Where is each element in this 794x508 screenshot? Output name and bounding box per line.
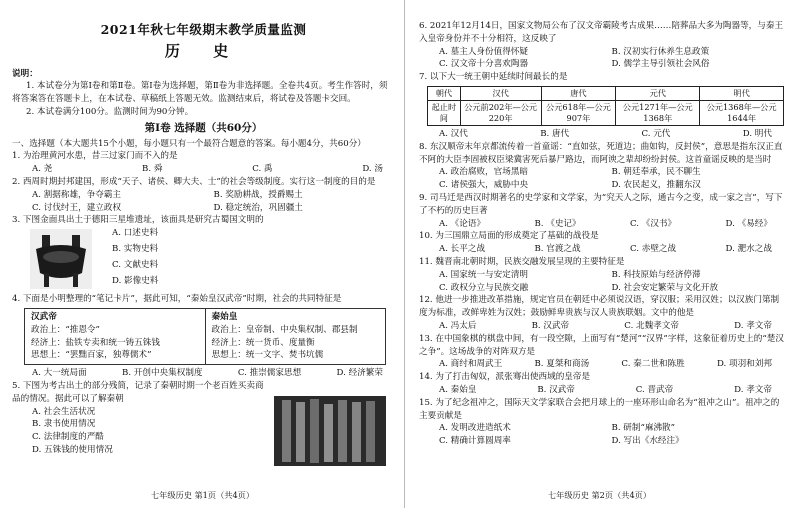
option-d: D. 五铢钱的使用情况 [32,444,113,455]
question-8-options [419,166,784,192]
option-c: C. 赤壁之战 [630,244,677,255]
option-b: B. 实物史料 [112,244,159,255]
question-7-options [419,128,784,141]
option-c: C. 北魏孝文帝 [624,320,679,331]
option-c: C. 精确计算圆周率 [439,436,511,447]
option-c: C. 政权分立与民族交融 [439,282,529,293]
option-b: B. 开创中央集权制度 [122,368,203,379]
note-1: 1. 本试卷分为第Ⅰ卷和第Ⅱ卷。第Ⅰ卷为选择题，第Ⅱ卷为非选择题。全卷共4页。考生作答时，须将答案答在答题卡上，在本试卷、草稿纸上答题无效。监测结束后，将试卷及答题卡交回。 [12,81,388,105]
question-12-stem: 12. 他进一步推进改革措施，规定官员在朝廷中必须说汉语，穿汉服；采用汉姓；以汉族门第制度为标准，改鲜卑姓为汉姓；鼓励鲜卑贵族与汉人贵族联姻。文中的他是 [419,295,780,319]
option-d: D. 孝文帝 [734,320,772,331]
option-b: B. 唐代 [540,128,570,139]
card-line: 政治上：“推恩令” [31,324,100,335]
question-4-stem: 4. 下面是小明整理的“笔记卡片”，据此可知，“秦始皇汉武帝”时期，社会的共同特征是 [12,294,342,305]
option-d: D. 《易经》 [725,218,772,229]
option-d: D. 孝文帝 [734,384,772,395]
option-a: A. 大一统局面 [32,368,87,379]
bamboo-slips-image [274,396,386,466]
table-header-row [428,86,784,100]
question-5 [12,380,395,468]
note-card-1 [25,309,205,364]
option-c: C. 《汉书》 [630,218,677,229]
question-5-stem: 5. 下图为考古出土的部分残简，记录了秦朝时期一个老百姓买卖商品的情况。据此可以了解秦朝 [12,380,264,404]
section-intro: 一、选择题（本大题共15个小题，每小题只有一个最符合题意的答案。每小题4分，共60分） [12,138,366,149]
question-3-options [112,227,252,291]
option-c: C. 讨伐纣王，建立政权 [32,202,122,213]
question-14-stem: 14. 为了打击匈奴，派张骞出使西域的皇帝是 [419,372,591,383]
option-b: B. 研制“麻沸散” [611,423,676,434]
option-c: C. 元代 [641,128,671,139]
section-title: 第Ⅰ卷 选择题（共60分） [144,121,263,134]
option-d: D. 影像史料 [112,276,159,287]
option-b: B. 汉武帝 [531,320,570,331]
option-a: A. 发明改进造纸术 [439,423,511,434]
option-d: D. 稳定统治，巩固疆土 [213,202,303,213]
option-a: A. 政治腐败，官场黑暗 [439,167,529,178]
table-header-cell: 元代 [616,86,700,100]
option-b: B. 朝廷奉承，民不聊生 [611,167,701,178]
question-8-stem: 8. 东汉顺帝末年京都流传着一首童谣：“直如弦，死道边；曲如钩，反封侯”，意思是指东汉正直不阿的大臣李固被权臣梁冀害死后暴尸路边，而阿谀之辈却纷纷封侯。这首童谣反映的是当时 [419,141,783,165]
question-9-stem: 9. 司马迁是西汉时期著名的史学家和文学家，为“究天人之际，通古今之变，成一家之言”，写下了不朽的历史巨著 [419,192,783,216]
option-a: A. 尧 [32,164,53,175]
option-a: A. 《论语》 [439,218,486,229]
option-d: D. 社会安定繁荣与文化开放 [611,282,719,293]
option-c: C. 晋武帝 [635,384,674,395]
exam-title: 2021年秋七年级期末教学质量监测 [100,22,307,37]
option-c: C. 诸侯强大，威胁中央 [439,180,529,191]
question-7-stem: 7. 以下大一统王朝中延续时间最长的是 [419,72,568,83]
question-4-options [12,367,395,380]
option-b: B. 舜 [142,164,163,175]
question-13-options [419,358,784,371]
question-10-options [419,243,784,256]
question-14-options [419,384,784,397]
question-6-stem: 6. 2021年12月14日，国家文物局公布了汉文帝霸陵考古成果……陪葬品大多为陶器等，与秦王入皇帝身份并不十分相符，这反映了 [419,21,784,44]
option-d: D. 写出《水经注》 [611,436,684,447]
option-a: A. 割据称雄，争夺霸主 [32,189,122,200]
option-a: A. 商纣和周武王 [439,359,503,370]
question-12-options [419,320,784,333]
option-c: C. 文献史料 [112,260,159,271]
page-footer: 七年级历史 第2页（共4页） [547,490,652,501]
option-b: B. 汉武帝 [537,384,575,395]
question-11-options [419,269,784,295]
card-line: 经济上：盐铁专卖和统一铸五铢钱 [31,337,160,348]
option-c: C. 禹 [252,164,273,175]
option-a: A. 汉代 [439,128,468,139]
question-15-stem: 15. 为了纪念祖冲之，国际天文学家联合会把月球上的一座环形山命名为“祖冲之山”。祖冲之的主要贡献是 [419,397,780,421]
question-6-options [419,46,784,72]
card-line: 思想上：“罢黜百家，独尊儒术” [31,350,152,361]
option-d: D. 经济繁荣 [336,368,383,379]
question-3-stem: 3. 下图金面具出土于德阳三星堆遗址，该面具是研究古蜀国文明的 [12,215,264,226]
table-header-cell: 朝代 [428,86,461,100]
question-1-stem: 1. 为治理黄河水患，昔三过家门而不入的是 [12,151,178,162]
option-c: C. 汉文帝十分喜欢陶器 [439,59,529,70]
option-d: D. 明代 [742,128,772,139]
option-d: D. 儒学主导引领社会风俗 [611,59,710,70]
option-d: D. 汤 [362,164,383,175]
question-2-options [12,189,395,215]
card-line: 政治上：皇帝制、中央集权制、郡县制 [211,324,358,335]
subject-title: 历 史 [164,41,243,60]
table-header-cell: 明代 [700,86,784,100]
option-c: C. 法律制度的严酷 [32,432,104,443]
option-d: D. 农民起义，推翻东汉 [611,180,701,191]
table-cell: 公元1368年—公元1644年 [700,100,784,125]
table-header-cell: 汉代 [460,86,541,100]
question-9-options [419,218,784,231]
option-b: B. 官渡之战 [534,244,581,255]
table-row [428,100,784,125]
option-d: D. 项羽和刘邦 [716,359,772,370]
option-a: A. 长平之战 [439,244,486,255]
card-line: 思想上：统一文字、焚书坑儒 [211,350,324,361]
option-c: C. 秦二世和陈胜 [621,359,685,370]
question-11-stem: 11. 魏晋南北朝时期，民族交融发展呈现的主要特征是 [419,256,625,267]
question-10-stem: 10. 为三国鼎立局面的形成奠定了基础的战役是 [419,231,599,242]
question-2-stem: 2. 西周时期封邦建国，形成“天子、诸侯、卿大夫、士”的社会等级制度。实行这一制度的目的是 [12,176,376,187]
table-cell: 公元618年—公元907年 [541,100,616,125]
option-b: B. 《史记》 [534,218,581,229]
option-a: A. 国家统一与安定清明 [439,269,529,280]
page-footer: 七年级历史 第1页（共4页） [150,490,255,501]
question-3-body [12,227,395,293]
table-header-cell: 唐代 [541,86,616,100]
question-1-options [12,163,395,176]
notes-heading: 说明： [12,68,38,79]
card-line: 经济上：统一货币、度量衡 [211,337,315,348]
card-title: 秦始皇 [211,311,238,322]
option-c: C. 推崇儒家思想 [237,368,302,379]
option-b: B. 汉初实行休养生息政策 [611,46,710,57]
option-a: A. 冯太后 [439,320,477,331]
option-a: A. 口述史料 [112,228,159,239]
option-b: B. 奖励耕战，授爵赐土 [213,189,303,200]
page-2 [405,0,794,508]
option-a: A. 墓主人身份值得怀疑 [439,46,529,57]
question-13-stem: 13. 在中国象棋的棋盘中间，有一段空隙，上面写有“楚河”“汉界”字样，这象征着历史上的“楚汉之争”。这场战争的对阵双方是 [419,333,784,357]
option-b: B. 隶书使用情况 [32,419,96,430]
card-title: 汉武帝 [31,311,57,322]
option-d: D. 淝水之战 [725,244,772,255]
note-card-2 [205,309,386,364]
option-a: A. 秦始皇 [439,384,477,395]
table-cell: 公元前202年—公元220年 [460,100,541,125]
note-2: 2. 本试卷满分100分。监测时间为90分钟。 [26,106,194,117]
table-row-label: 起止时间 [428,100,461,125]
dynasty-table [427,86,784,126]
option-b: B. 夏桀和商汤 [534,359,590,370]
option-b: B. 科技原始与经济停滞 [611,269,701,280]
question-15-options [419,422,784,448]
note-cards [24,308,386,365]
bronze-mask-image [30,229,92,289]
option-a: A. 社会生活状况 [32,406,96,417]
table-cell: 公元1271年—公元1368年 [616,100,700,125]
